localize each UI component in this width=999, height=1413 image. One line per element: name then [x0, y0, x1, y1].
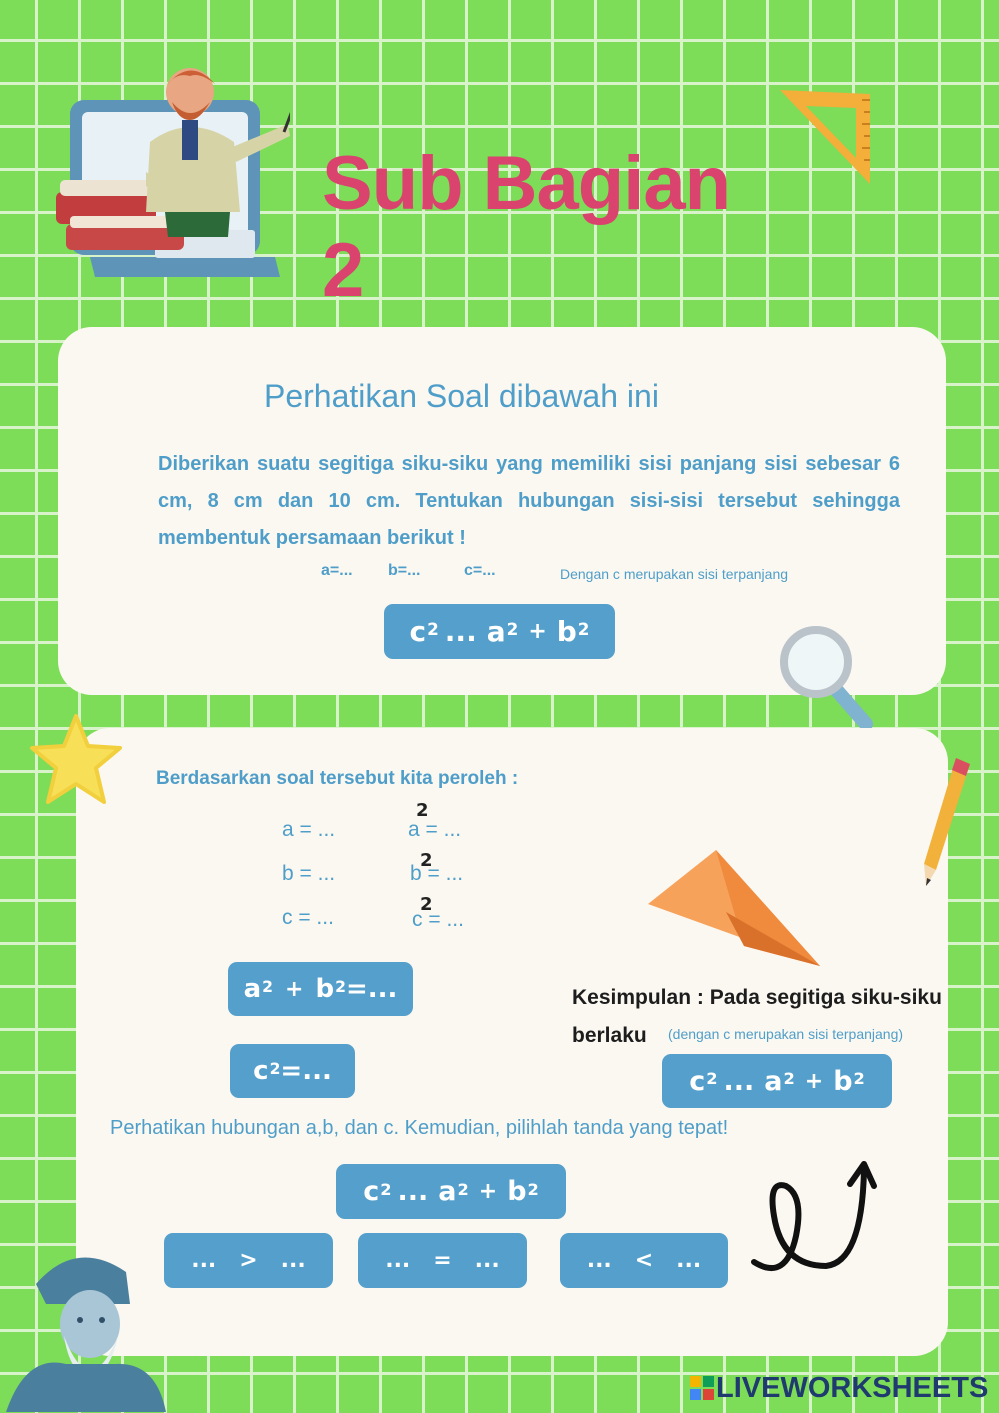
row-a-square — [408, 818, 461, 842]
ceq-b-exp: 2 — [853, 1069, 865, 1089]
eq-c: c — [409, 615, 427, 648]
ceq-c-exp: 2 — [706, 1069, 718, 1089]
magnifier-icon — [778, 624, 878, 734]
results-intro: Berdasarkan soal tersebut kita peroleh : — [156, 768, 519, 789]
var-b-label: b=... — [388, 562, 421, 579]
liveworksheets-watermark: LIVEWORKSHEETS — [716, 1372, 989, 1404]
longest-side-note: Dengan c merupakan sisi terpanjang — [560, 566, 789, 582]
conclusion-line2: berlaku — [572, 1024, 647, 1047]
triangle-ruler-icon — [776, 86, 876, 186]
pencil-icon — [918, 752, 978, 892]
row-c-value: c = ... — [282, 906, 334, 929]
ceq-c: c — [689, 1065, 706, 1097]
ab-sum-input-box[interactable] — [228, 962, 413, 1016]
feq-c-exp: 2 — [380, 1179, 392, 1199]
question-paragraph: Diberikan suatu segitiga siku-siku yang memiliki sisi panjang sisi sebesar 6 cm, 8 cm dan 10 cm. Tentukan hubungan sisi-sisi tersebut sehingga membentuk persamaan berikut ! — [158, 453, 900, 549]
c-rest: =... — [280, 1056, 332, 1086]
row-b-rest: = ... — [427, 862, 464, 885]
row-a-base: a — [408, 818, 420, 841]
feq-b-exp: 2 — [527, 1179, 539, 1199]
conclusion-equation-input[interactable] — [662, 1054, 892, 1108]
row-a-exp: 2 — [416, 800, 429, 821]
row-c-exp: 2 — [420, 894, 433, 915]
feq-a-exp: 2 — [457, 1179, 469, 1199]
scientist-portrait-illustration — [6, 1244, 166, 1412]
teacher-laptop-illustration — [50, 62, 290, 292]
ceq-plus: + — [804, 1068, 824, 1094]
feq-plus: + — [478, 1179, 498, 1204]
ab-a-exp: 2 — [262, 977, 274, 996]
instruction-text: Perhatikan hubungan a,b, dan c. Kemudian, pilihlah tanda yang tepat! — [110, 1117, 729, 1139]
eq-b: b — [556, 615, 577, 648]
ceq-a-exp: 2 — [783, 1069, 795, 1089]
row-a-value: a = ... — [282, 818, 336, 841]
feq-b: b — [507, 1176, 527, 1207]
eq-dots: ... — [444, 615, 477, 648]
eq-c-exp: 2 — [427, 618, 439, 639]
row-b-square — [410, 862, 463, 886]
ab-plus: + — [285, 976, 304, 1002]
star-icon — [26, 710, 126, 810]
row-b-base: b — [410, 862, 422, 885]
row-c-rest: = ... — [428, 908, 464, 931]
eq-plus: + — [528, 619, 547, 644]
feq-a: a — [438, 1176, 457, 1207]
row-b-value: b = ... — [282, 862, 336, 885]
eq-a-exp: 2 — [506, 618, 519, 639]
option-greater-button[interactable]: ... > ... — [164, 1233, 333, 1288]
c-square-input-box[interactable] — [230, 1044, 355, 1098]
row-b-exp: 2 — [420, 850, 433, 871]
question-heading: Perhatikan Soal dibawah ini — [264, 378, 659, 414]
option-less-button[interactable]: ... < ... — [560, 1233, 728, 1288]
eq-a: a — [486, 615, 506, 648]
page-title: Sub Bagian 2 — [322, 141, 731, 313]
conclusion-note: (dengan c merupakan sisi terpanjang) — [668, 1026, 904, 1042]
c-exp: 2 — [269, 1059, 281, 1078]
ab-a: a — [243, 974, 262, 1004]
ab-b: b — [315, 974, 335, 1004]
row-c-base: c — [412, 908, 423, 931]
ceq-dots: ... — [723, 1065, 755, 1097]
feq-dots: ... — [397, 1176, 429, 1207]
ceq-b: b — [833, 1065, 853, 1097]
equation-box — [384, 604, 615, 659]
var-c-label: c=... — [464, 562, 496, 579]
feq-c: c — [363, 1176, 380, 1207]
ceq-a: a — [764, 1065, 783, 1097]
var-a-label: a=... — [321, 562, 353, 579]
paper-plane-icon — [644, 846, 826, 970]
ab-b-exp: 2 — [335, 977, 346, 996]
liveworksheets-logo-icon — [690, 1376, 714, 1400]
option-equal-button[interactable]: ... = ... — [358, 1233, 527, 1288]
ab-rest: =... — [345, 974, 398, 1004]
eq-b-exp: 2 — [577, 618, 590, 639]
row-a-rest: = ... — [425, 818, 462, 841]
conclusion-line1: Kesimpulan : Pada segitiga siku-siku — [572, 986, 942, 1009]
final-equation-box — [336, 1164, 566, 1219]
curly-arrow-icon — [746, 1156, 886, 1282]
c-base: c — [253, 1056, 269, 1086]
